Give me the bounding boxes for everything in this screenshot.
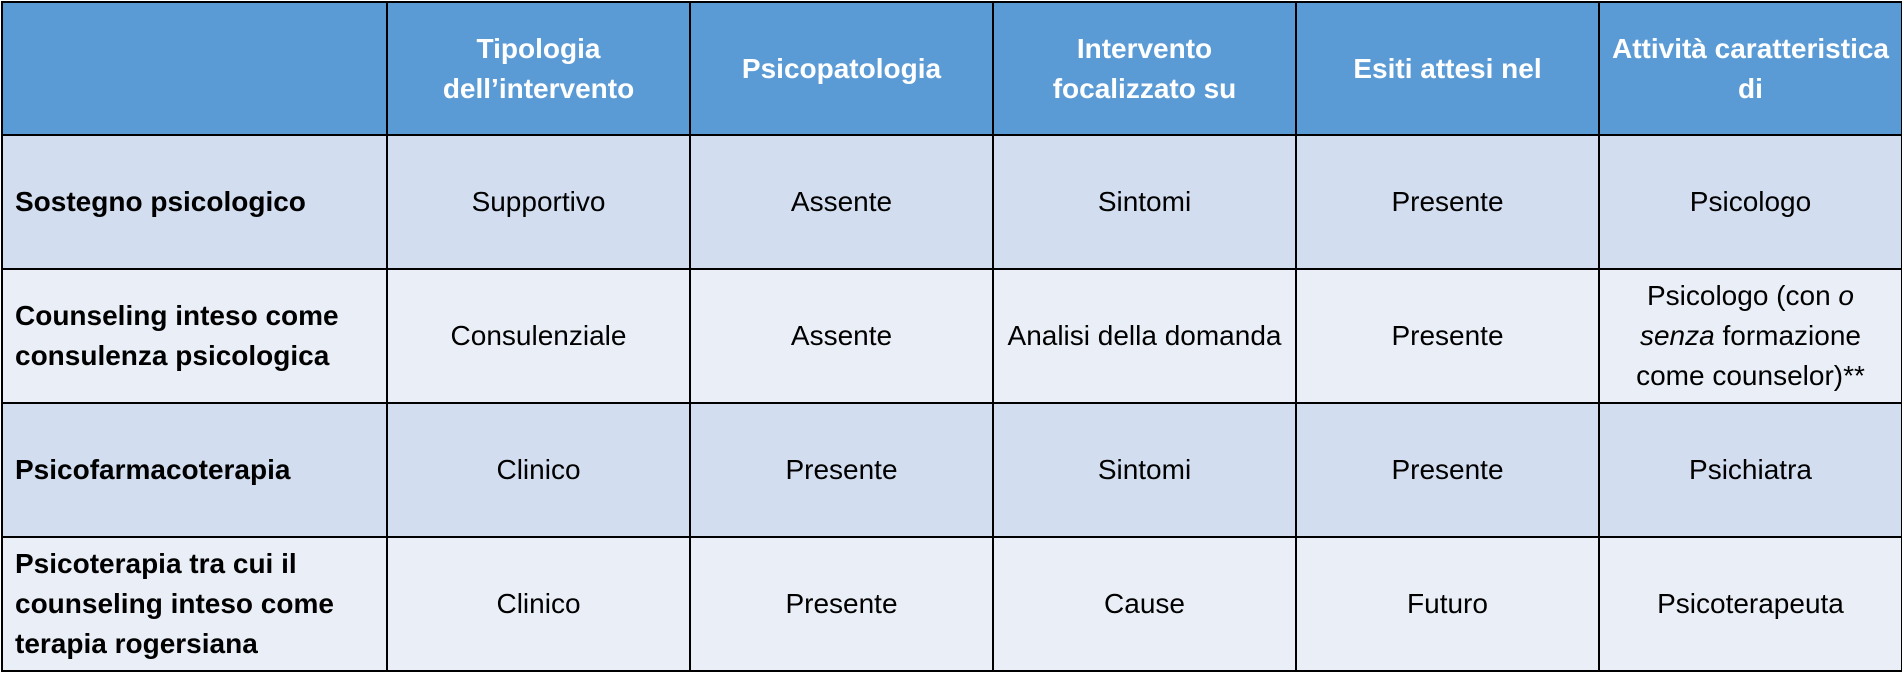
table-cell: Sintomi [993, 403, 1296, 537]
table-cell: Assente [690, 269, 993, 403]
table-cell: Supportivo [387, 135, 690, 269]
row-label: Psicoterapia tra cui il counseling inteso come terapia rogersiana [2, 537, 387, 671]
table-cell: Assente [690, 135, 993, 269]
row-label: Psicofarmacoterapia [2, 403, 387, 537]
header-cell-attivita: Attività caratteristica di [1599, 2, 1902, 135]
table-cell: Analisi della domanda [993, 269, 1296, 403]
table-cell: Clinico [387, 537, 690, 671]
table-cell: Cause [993, 537, 1296, 671]
header-row [2, 2, 1902, 135]
table-cell-mixed [1599, 269, 1902, 403]
cell-text-pre: Psicologo (con [1646, 280, 1839, 311]
table-cell: Psichiatra [1599, 403, 1902, 537]
table-cell: Presente [690, 403, 993, 537]
header-cell-focalizzato: Intervento focalizzato su [993, 2, 1296, 135]
table-cell: Consulenziale [387, 269, 690, 403]
table-cell: Psicologo [1599, 135, 1902, 269]
table-cell: Clinico [387, 403, 690, 537]
table-row [2, 269, 1902, 403]
cell-text-post: formazione come counselor)** [1636, 320, 1865, 391]
row-label: Counseling inteso come consulenza psicologica [2, 269, 387, 403]
table-cell: Futuro [1296, 537, 1599, 671]
table-cell: Presente [1296, 269, 1599, 403]
comparison-table [1, 1, 1902, 672]
table-cell: Presente [1296, 403, 1599, 537]
row-label: Sostegno psicologico [2, 135, 387, 269]
table-cell: Presente [690, 537, 993, 671]
table-cell: Presente [1296, 135, 1599, 269]
header-cell-empty [2, 2, 387, 135]
table-row [2, 537, 1902, 671]
table-cell: Psicoterapeuta [1599, 537, 1902, 671]
header-cell-psicopatologia: Psicopatologia [690, 2, 993, 135]
table-row [2, 403, 1902, 537]
header-cell-tipologia: Tipologia dell’intervento [387, 2, 690, 135]
header-cell-esiti: Esiti attesi nel [1296, 2, 1599, 135]
table-cell: Sintomi [993, 135, 1296, 269]
table-row [2, 135, 1902, 269]
cell-text-italic: o senza [1639, 280, 1854, 351]
